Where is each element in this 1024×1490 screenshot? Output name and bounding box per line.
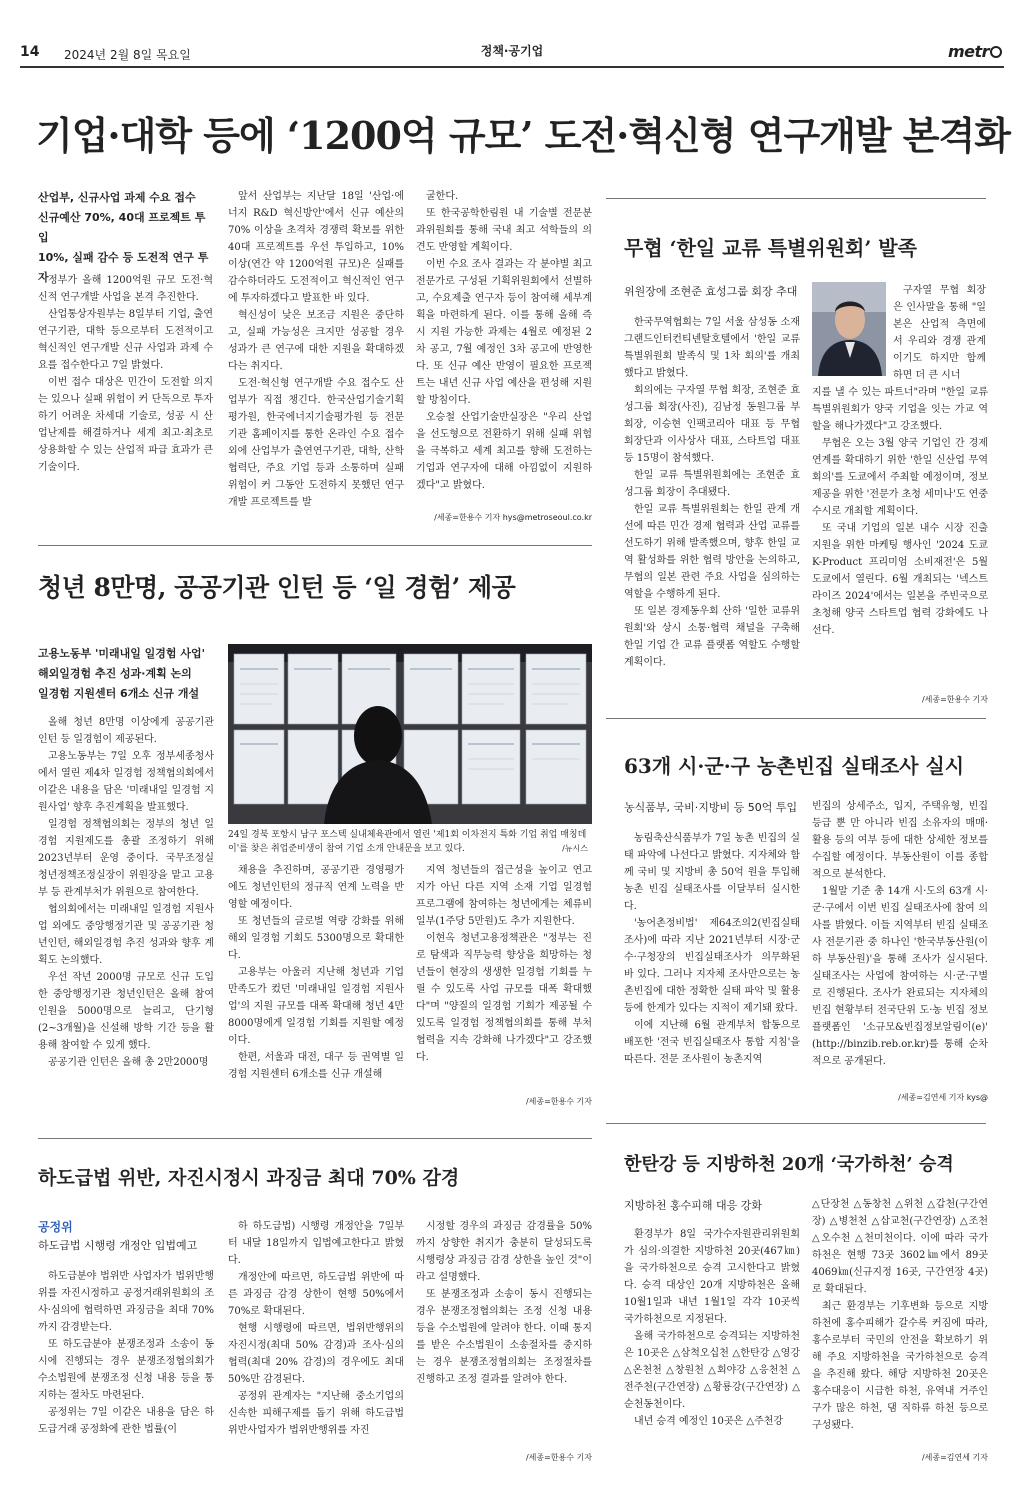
article1-subhead-line: 10%, 실패 감수 등 도전적 연구 투자 — [38, 251, 209, 284]
divider — [606, 198, 986, 199]
article1-column-3 — [416, 188, 592, 510]
paragraph: 한일 교류 특별위원회는 한일 관계 개선에 따른 민간 경제 협력과 산업 교류를 선도하기 위해 발족했으며, 향후 한일 교역 활성화를 위한 협력 방안을 논의하고, 무협의 일본 관련 주요 사업을 심의하는 역할을 수행하게 된다. — [624, 504, 800, 600]
divider — [38, 1138, 592, 1139]
section-title: 정책·공기업 — [480, 44, 544, 58]
paragraph: 고용노동부는 7일 오후 정부세종청사에서 열린 제4차 일경험 정책협의회에서 이같은 내용을 담은 '미래내일 일경험 지원사업' 향후 추진계획을 발표했다. — [38, 751, 214, 813]
paragraph: 빈집의 상세주소, 입지, 주택유형, 빈집등급 뿐 만 아니라 빈집 소유자의 매매·활용 등의 여부 등에 대한 상세한 정보를 수집할 예정이다. 부동산원이 이를 종합적으로 분석한다. — [812, 801, 988, 880]
article1-column-2 — [228, 188, 404, 530]
paragraph: 한국무역협회는 7일 서울 삼성동 소재 그랜드인터컨티넨탈호텔에서 '한일 교류 특별위원회 발족식 및 1차 회의'를 개최했다고 밝혔다. — [624, 317, 800, 379]
paragraph: 하도급분야 법위반 사업자가 법위반행위를 자진시정하고 공정거래위원회의 조사·심의에 협력하면 과징금을 최대 70%까지 감경받는다. — [38, 1271, 214, 1333]
paragraph: 구자열 무협 회장은 인사말을 통해 "일본은 산업적 측면에서 우리와 경쟁 관계이기도 하지만 함께하면 더 큰 시너 — [893, 285, 986, 381]
article6-column-1 — [624, 1226, 800, 1466]
paragraph: '농어촌정비법' 제64조의2(빈집실태조사)에 따라 지난 2021년부터 시장·군수·구청장의 빈집실태조사가 의무화된 바 있다. 그러나 지자체 조사만으로는 농촌빈집에 대한 정확한 실태 파악 및 활용 등에 한계가 있다는 지적이 제기돼 왔다. — [624, 918, 800, 1014]
portrait-photo — [812, 282, 886, 376]
paragraph: 굴한다. — [426, 191, 459, 202]
logo-o-icon — [990, 46, 1002, 58]
caption-text: 24일 경북 포항시 남구 포스텍 실내체육관에서 열린 '제1회 이차전지 특화 기업 취업 매칭데이'를 찾은 취업준비생이 참여 기업 소개 안내문을 보고 있다. — [228, 830, 587, 854]
article1-column-1 — [38, 272, 213, 530]
article2-headline: 청년 8만명, 공공기관 인턴 등 ‘일 경험’ 제공 — [38, 573, 516, 602]
article1-subhead-line: 신규예산 70%, 40대 프로젝트 투입 — [38, 211, 206, 244]
paragraph: 이번 수요 조사 결과는 각 분야별 최고 전문가로 구성된 기획위원회에서 선별하고, 수요제출 연구자 등이 참여해 세부계획을 마련하게 된다. 이를 통해 올해 즉시 지원 가능한 과제는 4월로 예정된 2차 공고, 7월 예정인 3차 공고에 반영한다. 또 신규 예산 반영이 필요한 프로젝트는 내년 신규 사업 예산을 편성해 지원할 방침이다. — [416, 259, 592, 406]
article2-column-2 — [228, 862, 404, 1106]
paragraph: 환경부가 8일 국가수자원관리위원회가 심의·의결한 지방하천 20곳(467㎞)을 국가하천으로 승격 고시한다고 밝혔다. 승격 대상인 20개 지방하천은 올해 10월1일과 내년 1월1일 각각 10곳씩 국가하천으로 지정된다. — [624, 1229, 800, 1325]
paragraph: 올해 국가하천으로 승격되는 지방하천은 10곳은 △삼척오십천 △한탄강 △영강 △온천천 △창원천 △회야강 △응천천 △전주천(구간연장) △황룡강(구간연장) △순천동천이다. — [624, 1331, 800, 1410]
paragraph: 이번 접수 대상은 민간이 도전할 의지는 있으나 실패 위험이 커 단독으로 투자하기 어려운 차세대 기술로, 성공 시 산업난제를 해결하거나 세계 최고·최초로 상용화할 수 있는 산업적 파급 효과가 큰 기술이다. — [38, 377, 213, 473]
paragraph: 정부가 올해 1200억원 규모 도전·혁신적 연구개발 사업을 본격 추진한다. — [38, 275, 213, 303]
job-fair-photo — [228, 644, 592, 824]
paragraph: 오승철 산업기술반실장은 "우리 산업을 선도형으로 전환하기 위해 실패 위험을 극복하고 세계 최고를 향해 도전하는 기업과 연구자에 대해 아낌없이 지원하겠다"고 밝혔다. — [416, 412, 592, 491]
article3-headline: 하도급법 위반, 자진시정시 과징금 최대 70% 감경 — [38, 1167, 460, 1189]
article2-column-3 — [416, 862, 592, 1096]
article6-column-2 — [812, 1196, 988, 1448]
paragraph: 올해 청년 8만명 이상에게 공공기관 인턴 등 일경험이 제공된다. — [38, 717, 214, 745]
article4-headline: 무협 ‘한일 교류 특별위원회’ 발족 — [624, 236, 917, 260]
paragraph: 한편, 서울과 대전, 대구 등 권역별 일경험 지원센터 6개소를 신규 개설해 — [228, 1052, 404, 1080]
paragraph: 내년 승격 예정인 10곳은 △주천강 — [634, 1416, 784, 1427]
divider — [606, 718, 986, 719]
article6-subhead: 지방하천 홍수피해 대응 강화 — [624, 1199, 763, 1212]
paragraph: 이현옥 청년고용정책관은 "정부는 진로 탐색과 직무능력 향상을 희망하는 청년들이 현장의 생생한 일경험 기회를 누릴 수 있도록 사업 규모를 대폭 확대했다"며 "양질의 일경험 기회가 제공될 수 있도록 일경험 정책협의회를 통해 부처 협력을 지속 강화해 나가겠다"고 강조했다. — [416, 933, 592, 1063]
paragraph: 무협은 오는 3월 양국 기업인 간 경제 연계를 확대하기 위한 '한일 신산업 무역 회의'를 도쿄에서 주최할 예정이며, 정보 제공을 위한 '전문가 초청 세미나'도 연중 수시로 개최할 계획이다. — [812, 438, 988, 517]
article3-kicker: 공정위 — [38, 1220, 73, 1234]
paragraph: △단장천 △동창천 △위천 △갑천(구간연장) △병천천 △삽교천(구간연장) △조천 △오수천 △천미천이다. 이에 따라 국가하천은 현행 73곳 3602㎞에서 89곳 4069㎞(신규지정 16곳, 구간연장 4곳)로 확대된다. — [812, 1199, 988, 1295]
paragraph: 또 국내 기업의 일본 내수 시장 진출 지원을 위한 마케팅 행사인 '2024 도쿄 K-Product 프리미엄 소비재전'은 5월 도쿄에서 열린다. 6월 개최되는 '넥스트 라이즈 2024'에서는 일본을 주빈국으로 초청해 양국 스타트업 협력 강화에도 나선다. — [812, 523, 988, 636]
article6-credit: /세종=김연세 기자 — [921, 1453, 988, 1462]
photo-caption — [228, 828, 588, 856]
paragraph: 공정위 관계자는 "지난해 중소기업의 신속한 피해구제를 돕기 위해 하도급법 위반사업자가 법위반행위를 자진 — [228, 1391, 404, 1436]
article1-subhead-line: 산업부, 신규사업 과제 수요 접수 — [38, 191, 196, 204]
article5-headline: 63개 시·군·구 농촌빈집 실태조사 실시 — [624, 754, 965, 778]
paragraph: 또 청년들의 글로벌 역량 강화를 위해 해외 일경험 기회도 5300명으로 확대한다. — [228, 916, 404, 961]
paragraph: 최근 환경부는 기후변화 등으로 지방하천에 홍수피해가 갈수록 커짐에 따라, 홍수로부터 국민의 안전을 확보하기 위해 주요 지방하천을 국가하천으로 승격을 추진해 왔다. 해당 지방하천 20곳은 홍수대응이 시급한 하천, 유역내 거주인구가 많은 하천, 댐 직하류 하천 등으로 구성됐다. — [812, 1301, 988, 1431]
article3-credit: /세종=한용수 기자 — [525, 1453, 592, 1462]
paragraph: 농림축산식품부가 7일 농촌 빈집의 실태 파악에 나선다고 밝혔다. 지자체와 함께 국비 및 지방비 총 50억 원을 투입해 농촌 빈집 실태조사를 이달부터 실시한다. — [624, 833, 800, 912]
page-number: 14 — [20, 44, 40, 60]
article4-column-2 — [812, 384, 988, 690]
paragraph: 현행 시행령에 따르면, 법위반행위의 자진시정(최대 50% 감경)과 조사·심의 협력(최대 20% 감경)의 경우에도 최대 50%만 감경된다. — [228, 1323, 404, 1385]
article5-column-1 — [624, 830, 800, 1108]
paragraph: 도전·혁신형 연구개발 수요 접수도 산업부가 직접 챙긴다. 한국산업기술기획평가원, 한국에너지기술평가원 등 전문기관 홈페이지를 통한 온라인 수요 접수 외에 산업부가 출연연구기관, 대학, 산학협력단, 주요 기업 등과 소통하며 실패 위험이 커 그동안 도전하지 못했던 연구개발 프로젝트를 발 — [228, 378, 404, 508]
caption-credit: /뉴시스 — [562, 844, 588, 853]
article3-subhead: 하도급법 시행령 개정안 입법예고 — [38, 1239, 198, 1252]
paragraph: 하 하도급법) 시행령 개정안을 7일부터 내달 18일까지 입법예고한다고 밝혔다. — [228, 1221, 404, 1266]
paragraph: 한일 교류 특별위원회에는 조현준 효성그룹 회장이 추대됐다. — [624, 470, 800, 498]
paragraph: 회의에는 구자열 무협 회장, 조현준 효성그룹 회장(사진), 김남정 동원그룹 부회장, 이승현 인팩코리아 대표 등 무협 회장단과 이사상사 대표, 스타트업 대표 등 15명이 참석했다. — [624, 385, 800, 464]
issue-date: 2024년 2월 8일 목요일 — [64, 48, 191, 62]
article2-column-1 — [38, 714, 214, 1106]
paragraph: 또 분쟁조정과 소송이 동시 진행되는 경우 분쟁조정협의회는 조정 신청 내용 등을 수소법원에 알려야 한다. 이때 통지를 받은 수소법원이 소송절차를 중지하는 경우 분쟁조정협의회는 조정절차를 진행하고 조정 결과를 알려야 한다. — [416, 1289, 592, 1385]
article1-credit: /세종=한용수 기자 hys@metroseoul.co.kr — [434, 513, 592, 522]
photo-illustration — [228, 644, 592, 824]
paragraph: 또 일본 경제동우회 산하 '일한 교류위원회'와 상시 소통·협력 채널을 구축해 한일 기업 간 교류 플랫폼 역할도 수행할 계획이다. — [624, 606, 800, 668]
article2-subhead-line: 고용노동부 '미래내일 일경험 사업' — [38, 647, 205, 660]
paragraph: 채용을 추진하며, 공공기관 경영평가에도 청년인턴의 정규직 연계 노력을 반영할 예정이다. — [228, 865, 404, 910]
paragraph: 공정위는 7일 이같은 내용을 담은 하도급거래 공정화에 관한 법률(이 — [38, 1407, 214, 1435]
article1-headline: 기업·대학 등에 ‘1200억 규모’ 도전·혁신형 연구개발 본격화 — [36, 113, 1010, 158]
article4-column-2-top — [893, 282, 986, 384]
paragraph: 혁신성이 낮은 보조금 지원은 중단하고, 실패 가능성은 크지만 성공할 경우 성과가 큰 연구에 대한 지원을 확대하겠다는 취지다. — [228, 310, 404, 372]
paragraph: 일경험 정책협의회는 정부의 청년 일경험 지원제도를 총괄 조정하기 위해 2023년부터 운영 중이다. 국무조정실 청년정책조정실장이 위원장을 맡고 고용부 등 관계부처가 위원으로 참여한다. — [38, 819, 214, 898]
paragraph: 우선 작년 2000명 규모로 신규 도입한 중앙행정기관 청년인턴은 올해 참여 인원을 5000명으로 늘리고, 단기형(2~3개월)을 신설해 방학 기간 등을 활용해 참여할 수 있게 했다. — [38, 972, 214, 1051]
divider — [606, 1123, 986, 1124]
paragraph: 또 하도급분야 분쟁조정과 소송이 동시에 진행되는 경우 분쟁조정협의회가 수소법원에 분쟁조정 신청 내용 등을 통지하는 절차도 마련된다. — [38, 1339, 214, 1401]
article5-credit: /세종=김연세 기자 kys@ — [898, 1093, 988, 1102]
article4-credit: /세종=한용수 기자 — [921, 695, 988, 704]
paragraph: 이에 지난해 6월 관계부처 합동으로 배포한 '전국 빈집실태조사 통합 지침'을 따른다. 전문 조사원이 농촌지역 — [624, 1020, 800, 1065]
article6-headline: 한탄강 등 지방하천 20개 ‘국가하천’ 승격 — [624, 1154, 954, 1175]
paragraph: 앞서 산업부는 지난달 18일 '산업·에너지 R&D 혁신방안'에서 신규 예산의 70% 이상을 초격차 경쟁력 확보를 위한 40대 프로젝트를 우선 투입하고, 10% 이상(연간 약 1200억원 규모)은 실패를 감수하더라도 도전적이고 혁신적인 연구에 투자하겠다고 발표한 바 있다. — [228, 191, 404, 304]
article3-column-3 — [416, 1218, 592, 1446]
article5-column-2 — [812, 798, 988, 1088]
paragraph: 시정할 경우의 과징금 감경률을 50%까지 상향한 취지가 충분히 달성되도록 시행령상 과징금 감경 상한을 높인 것"이라고 설명했다. — [416, 1221, 592, 1283]
paragraph: 공공기관 인턴은 올해 총 2만2000명 — [48, 1057, 209, 1068]
portrait-illustration — [812, 282, 886, 376]
article2-credit: /세종=한용수 기자 — [525, 1097, 592, 1106]
paragraph: 산업통상자원부는 8일부터 기업, 출연연구기관, 대학 등으로부터 도전적이고 혁신적인 연구개발 신규 사업과 과제 수요를 접수한다고 7일 밝혔다. — [38, 309, 213, 371]
paragraph: 지를 낼 수 있는 파트너"라며 "한일 교류 특별위원회가 양국 기업을 잇는 가교 역할을 해나가겠다"고 강조했다. — [812, 387, 988, 432]
paragraph: 지역 청년들의 접근성을 높이고 연고지가 아닌 다른 지역 소재 기업 일경험 프로그램에 참여하는 청년에게는 체류비 일부(1주당 5만원)도 추가 지원한다. — [416, 865, 592, 927]
article5-subhead: 농식품부, 국비·지방비 등 50억 투입 — [624, 801, 798, 814]
article4-column-1 — [624, 314, 800, 690]
article4-subhead: 위원장에 조현준 효성그룹 회장 추대 — [624, 285, 798, 298]
logo: metr — [948, 42, 1002, 61]
article3-column-2 — [228, 1218, 404, 1466]
article2-subhead-line: 해외일경험 추진 성과·계획 논의 — [38, 667, 192, 680]
paragraph: 고용부는 아울러 지난해 청년과 기업 만족도가 컸던 '미래내일 일경험 지원사업'의 지원 규모를 대폭 확대해 청년 4만8000명에게 일경험 기회를 지원할 예정이다. — [228, 967, 404, 1046]
article2-subhead-line: 일경험 지원센터 6개소 신규 개설 — [38, 687, 200, 700]
article2-subhead — [38, 644, 218, 704]
paragraph: 개정안에 따르면, 하도급법 위반에 따른 과징금 감경 상한이 현행 50%에서 70%로 확대된다. — [228, 1272, 404, 1317]
paragraph: 또 한국공학한림원 내 기술별 전문분과위원회를 통해 국내 최고 석학들의 의견도 반영할 계획이다. — [416, 208, 592, 253]
divider — [38, 545, 592, 546]
paragraph: 1월말 기준 총 14개 시·도의 63개 시·군·구에서 이번 빈집 실태조사에 참여 의사를 밝혔다. 이들 지역부터 빈집 실태조사 전문기관 중 하나인 '한국부동산원(이하 부동산원)'을 통해 조사가 실시된다. 실태조사는 사업에 참여하는 시·군·구별로 진행된다. 조사가 완료되는 지자체의 빈집 현황부터 전국단위 도·농 빈집 정보플랫폼인 '소규모&빈집정보알림이(e)' (http://binzib.reb.or.kr)를 통해 순차적으로 공개된다. — [812, 886, 988, 1067]
article3-column-1 — [38, 1268, 214, 1466]
paragraph: 협의회에서는 미래내일 일경험 지원사업 외에도 중앙행정기관 및 공공기관 청년인턴, 해외일경험 추진 성과와 향후 계획도 논의했다. — [38, 904, 214, 966]
